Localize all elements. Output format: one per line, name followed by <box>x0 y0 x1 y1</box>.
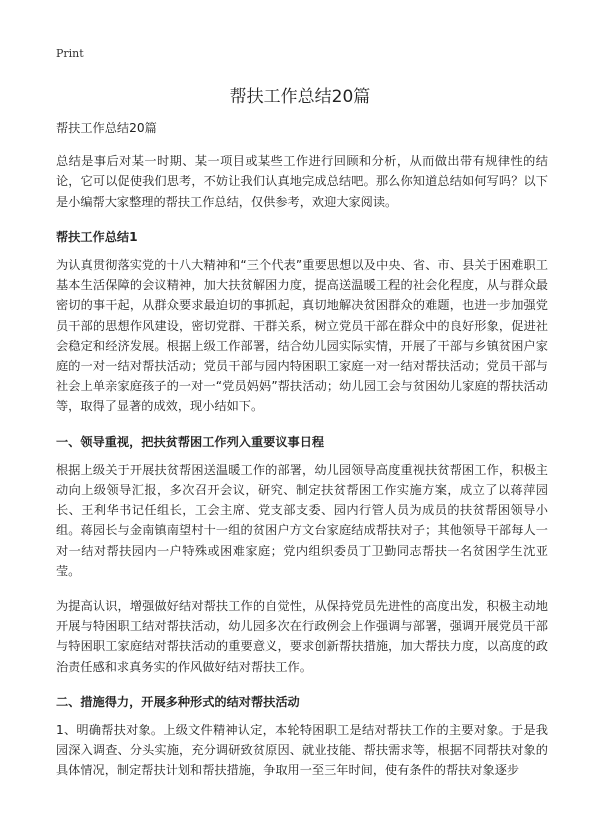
section-heading: 二、措施得力，开展多种形式的结对帮扶活动 <box>56 694 300 709</box>
page-title: 帮扶工作总结20篇 <box>229 87 371 107</box>
print-link[interactable]: Print <box>56 47 84 60</box>
intro-paragraph: 总结是事后对某一时期、某一项目或某些工作进行回顾和分析，从而做出带有规律性的结论，它可以促使我们思考，不妨让我们认真地完成总结吧。那么你知道总结如何写吗？以下是小编帮大家整理的帮扶工作总结，仅供参考，欢迎大家阅读。 <box>56 154 548 209</box>
body-paragraph: 根据上级关于开展扶贫帮困送温暖工作的部署，幼儿园领导高度重视扶贫帮困工作，积极主动向上级领导汇报，多次召开会议，研究、制定扶贫帮困工作实施方案，成立了以蒋萍园长、王利华书记任组长，工会主席、党支部支委、园内行管人员为成员的扶贫帮困领导小组。蒋园长与金南镇南望村十一组的贫困户方文台家庭结成帮扶对子；其他领导干部每人一对一结对帮扶园内一户特殊或困难家庭；党内组织委员丁卫勤同志帮扶一名贫困学生沈亚莹。 <box>56 462 548 578</box>
body-paragraph: 1、明确帮扶对象。上级文件精神认定，本轮特困职工是结对帮扶工作的主要对象。于是我园深入调查、分头实施，充分调研致贫原因、就业技能、帮扶需求等，根据不同帮扶对象的具体情况，制定帮扶计划和帮扶措施，争取用一至三年时间，使有条件的帮扶对象逐步 <box>56 723 548 778</box>
section-heading: 帮扶工作总结1 <box>56 229 138 244</box>
article-body <box>56 118 548 796</box>
section-heading: 一、领导重视，把扶贫帮困工作列入重要议事日程 <box>56 434 325 449</box>
body-paragraph: 为认真贯彻落实党的十八大精神和“三个代表”重要思想以及中央、省、市、县关于困难职工基本生活保障的会议精神，加大扶贫解困力度，提高送温暖工程的社会化程度，从与群众最密切的事干起，从群众要求最迫切的事抓起，真切地解决贫困群众的难题，也进一步加强党员干部的思想作风建设，密切党群、干群关系，树立党员干部在群众中的良好形象，促进社会稳定和经济发展。根据上级工作部署，结合幼儿园实际实情，开展了干部与乡镇贫困户家庭的一对一结对帮扶活动；党员干部与园内特困职工家庭一对一结对帮扶活动；党员干部与社会上单亲家庭孩子的一对一“党员妈妈”帮扶活动；幼儿园工会与贫困幼儿家庭的帮扶活动等，取得了显著的成效，现小结如下。 <box>56 258 548 414</box>
article-subtitle: 帮扶工作总结20篇 <box>56 121 157 135</box>
body-paragraph: 为提高认识，增强做好结对帮扶工作的自觉性，从保持党员先进性的高度出发，积极主动地开展与特困职工结对帮扶活动，幼儿园多次在行政例会上作强调与部署，强调开展党员干部与特困职工家庭结对帮扶活动的重要意义，要求创新帮扶措施，加大帮扶力度，以高度的政治责任感和求真务实的作风做好结对帮扶工作。 <box>56 599 548 674</box>
